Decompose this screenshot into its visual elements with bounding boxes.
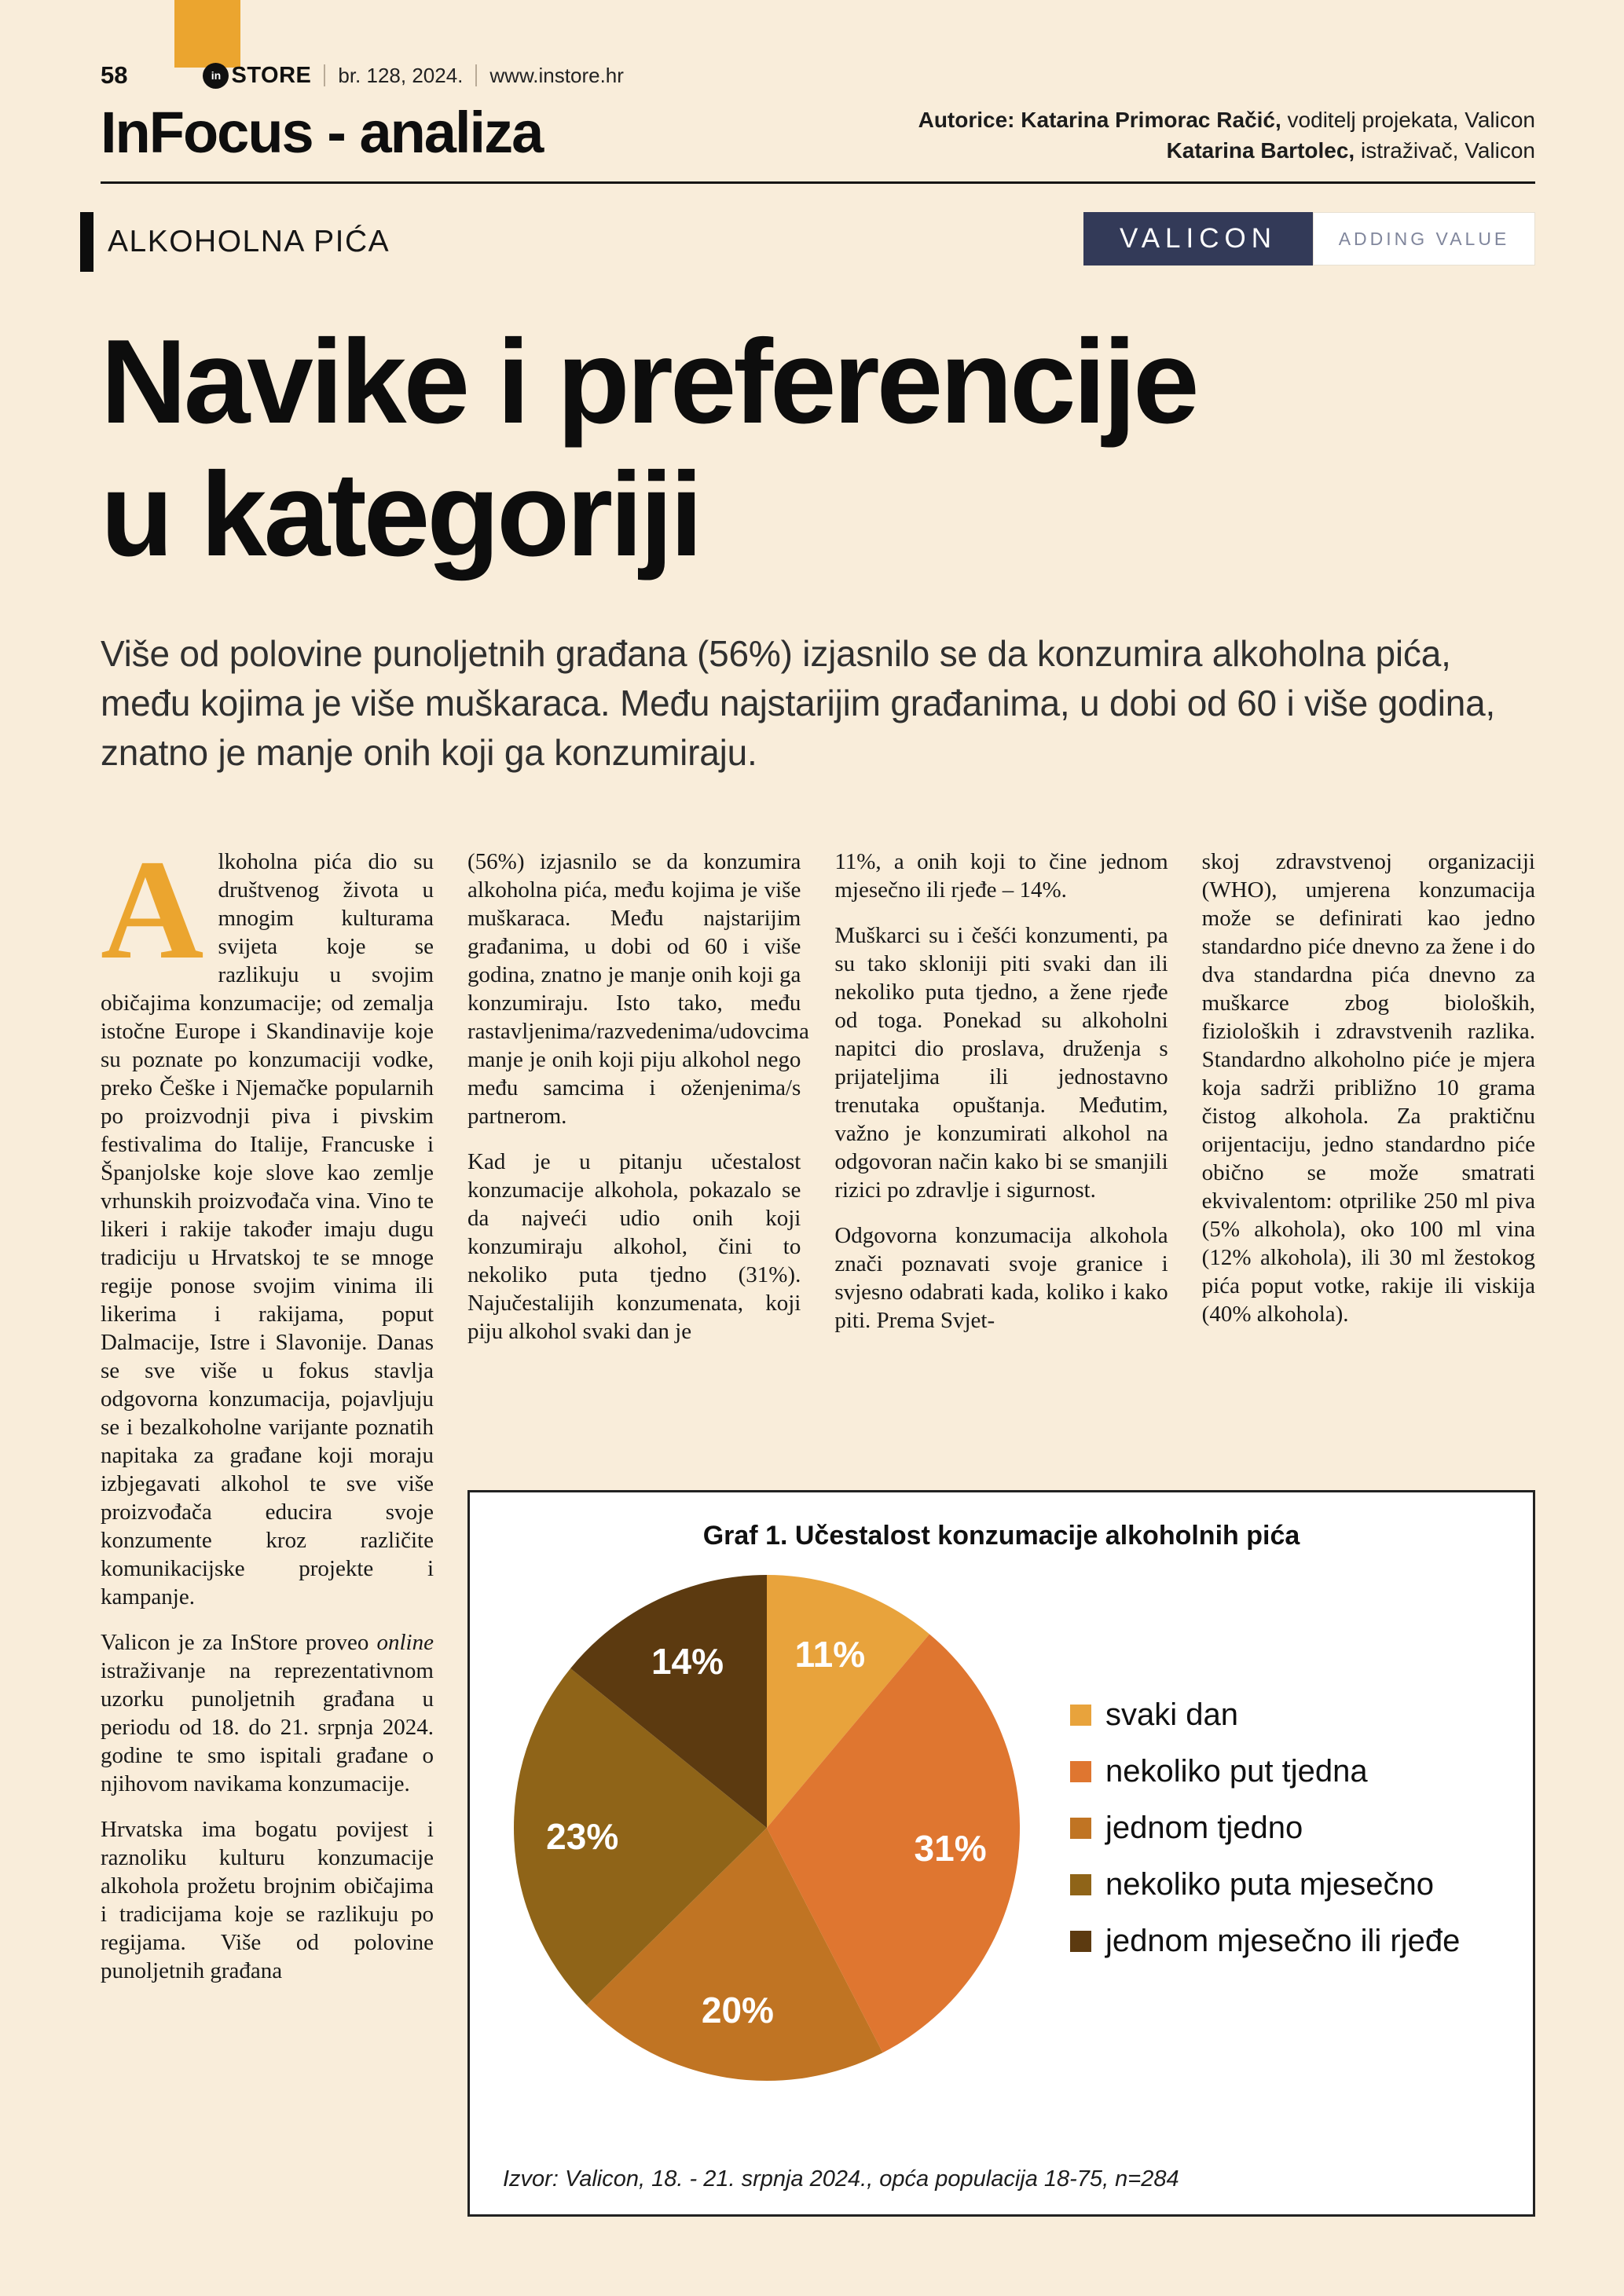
italic-word: online (376, 1630, 434, 1656)
article-headline (101, 316, 1535, 580)
instore-logo-name: STORE (231, 62, 312, 88)
page-number: 58 (101, 61, 128, 89)
legend-item (1070, 1867, 1460, 1902)
body-column-3 (834, 848, 1168, 1463)
pie-value-label-1: 11% (794, 1634, 866, 1675)
paragraph: (56%) izjasnilo se da konzumira alkoholna pića, među kojima je više muškaraca. Među najstarijim građanima, u dobi od 60 i više godina, znatno je manje onih koji ga konzumiraju. Isto tako, među rastavljenima/razvedenima/udovcima manje je onih koji piju alkohol nego među samcima i oženjenima/s partnerom. (467, 849, 809, 1130)
legend-swatch (1070, 1874, 1091, 1895)
legend-swatch (1070, 1818, 1091, 1839)
paragraph: Alkoholna pića dio su društvenog života u mnogim kulturama svijeta koje se razlikuju u svojim običajima konzumacije; od zemalja istočne Europe i Skandinavije koje su poznate po konzumaciji vodke, preko Češke i Njemačke popularnih po proizvodnji piva i pivskim festivalima do Italije, Francuske i Španjolske koje slove kao zemlje vrhunskih proizvođača vina. Vino te likeri i rakije također imaju dugu tradiciju u Hrvatskoj te se mnoge regije ponose svojim vinima ili likerima i rakijama, poput Dalmacije, Istre i Slavonije. Danas se sve više u fokus stavlja odgovorna konzumacija, pojavljuju se i bezalkoholne varijante poznatih napitaka za građane koji moraju izbjegavati alkohol te sve više proizvođača educira svoje konzumente kroz različite komunikacijske projekte i kampanje. (101, 848, 434, 1610)
pie-value-label-4: 23% (546, 1816, 619, 1858)
paragraph: Muškarci su i češći konzumenti, pa su tako skloniji piti svaki dan ili nekoliko puta tjedno, a žene rjeđe od toga. Ponekad su alkoholni napitci dio proslava, druženja s prijateljima ili jednostavno trenutaka opuštanja. Međutim, važno je konzumirati alkohol na odgovoran način kako bi se smanjili rizici po zdravlje i sigurnost. (834, 923, 1168, 1203)
legend-label: nekoliko puta mjesečno (1105, 1866, 1435, 1902)
paragraph: Odgovorna konzumacija alkohola znači poznavati svoje granice i svjesno odabrati kada, koliko i kako piti. Prema Svjet- (834, 1223, 1168, 1334)
valicon-logo (1083, 212, 1535, 265)
website-link[interactable]: www.instore.hr (489, 63, 624, 87)
paragraph: skoj zdravstvenoj organizaciji (WHO), umjerena konzumacija može se definirati kao jedno standardno piće dnevno za žene i do dva standardna pića dnevno za muškarce zbog bioloških, fizioloških i zdravstvenih razlika. Standardno alkoholno piće je mjera koja sadrži približno 10 grama čistog alkohola. Za praktičnu orijentaciju, jedno standardno piće obično se može smatrati ekvivalentom: otprilike 250 ml piva (5% alkohola), oko 100 ml vina (12% alkohola), ili 30 ml žestokog pića poput votke, rakije ili viskija (40% alkohola). (1201, 849, 1535, 1327)
paragraph: Kad je u pitanju učestalost konzumacije alkohola, pokazalo se da najveći udio onih koji konzumiraju alkohol, čini to nekoliko puta tjedno (31%). Najučestalijih konzumenata, koji piju alkohol svaki dan je (467, 1149, 801, 1345)
pie-value-label-5: 14% (651, 1640, 724, 1682)
masthead-divider (475, 64, 477, 86)
author-line: Autorice: Katarina Primorac Račić, voditelj projekata, Valicon (918, 108, 1535, 132)
legend-label: svaki dan (1105, 1697, 1238, 1732)
chart-title: Graf 1. Učestalost konzumacije alkoholnih pića (702, 1521, 1300, 1551)
paragraph: 11%, a onih koji to čine jednom mjesečno ili rjeđe – 14%. (834, 849, 1168, 903)
legend-item (1070, 1697, 1460, 1733)
instore-logo-icon: in (203, 63, 229, 89)
category-row (101, 212, 1535, 272)
chart-legend (1070, 1697, 1460, 1959)
chart-panel (467, 1490, 1535, 2217)
issue-number: br. 128, 2024. (338, 63, 464, 87)
article-body (101, 848, 1535, 2238)
legend-label: nekoliko put tjedna (1105, 1753, 1368, 1789)
legend-item (1070, 1924, 1460, 1959)
headline-line-2: u kategoriji (101, 447, 700, 581)
category-label: ALKOHOLNA PIĆA (108, 225, 390, 258)
authors-block (918, 104, 1535, 166)
pie-value-label-2: 31% (914, 1828, 987, 1869)
body-column-4 (1202, 848, 1535, 1463)
legend-swatch (1070, 1705, 1091, 1726)
author-line: Katarina Bartolec, istraživač, Valicon (1166, 138, 1535, 163)
paragraph: Valicon je za InStore proveo online istraživanje na reprezentativnom uzorku punoljetnih građana u periodu od 18. do 21. srpnja 2024. godine te smo ispitali građane o njihovom navikama konzumacije. (101, 1630, 434, 1797)
legend-label: jednom mjesečno ili rjeđe (1105, 1923, 1461, 1958)
category-marker-bar (80, 212, 93, 272)
headline-line-1: Navike i preferencije (101, 315, 1197, 449)
article-header (101, 99, 1535, 166)
body-column-2 (467, 848, 809, 1463)
section-title: InFocus - analiza (101, 100, 543, 165)
instore-logo (203, 63, 623, 89)
masthead (101, 0, 1535, 93)
legend-swatch (1070, 1761, 1091, 1782)
legend-swatch (1070, 1931, 1091, 1952)
legend-item (1070, 1754, 1460, 1789)
legend-label: jednom tjedno (1105, 1810, 1303, 1845)
paragraph: Hrvatska ima bogatu povijest i raznoliku kulturu konzumacije alkohola prožetu brojnim običajima i tradicijama koje se razlikuju po regijama. Više od polovine punoljetnih građana (101, 1817, 434, 1984)
body-column-1 (101, 848, 434, 2238)
chart-source: Izvor: Valicon, 18. - 21. srpnja 2024., opća populacija 18-75, n=284 (503, 2166, 1179, 2192)
header-rule (101, 181, 1535, 184)
lead-paragraph: Više od polovine punoljetnih građana (56%) izjasnilo se da konzumira alkoholna pića, među kojima je više muškaraca. Među najstarijim građanima, u dobi od 60 i više godina, znatno je manje onih koji ga konzumiraju. (101, 633, 1496, 773)
masthead-divider (324, 64, 325, 86)
masthead-accent-tab (174, 0, 240, 68)
valicon-wordmark: VALICON (1083, 212, 1313, 265)
valicon-tagline: ADDING VALUE (1313, 212, 1535, 265)
pie-value-label-3: 20% (701, 1990, 774, 2031)
drop-cap: A (101, 848, 204, 990)
legend-item (1070, 1811, 1460, 1846)
pie-chart (508, 1569, 1026, 2087)
